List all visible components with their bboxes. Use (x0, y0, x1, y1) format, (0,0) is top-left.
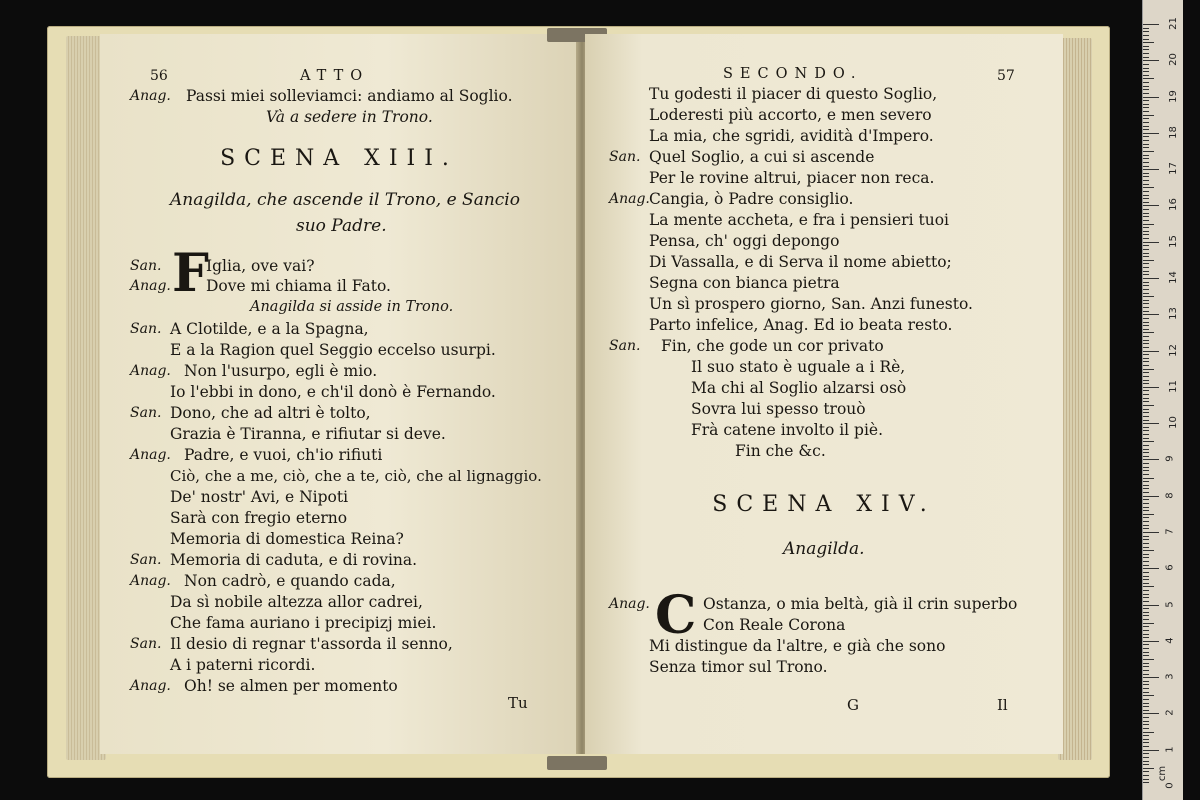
left-page: 56 ATTO Anag. Passi miei solleviamci: andiamo al Soglio. Và a sedere in Trono. SCENA XIII. Anagilda, che ascende il Trono, e Sancio suo Padre. F San. Iglia, ove vai? Anag. Dove mi chiama il Fato. Anagilda si asside in Trono. San. A Clotilde, e a la Spagna, E a la Ragion quel Seggio eccelso usurpi. Anag. Non l'usurpo, egli è mio. Io l'ebbi in dono, e ch'il donò è Fernando. San. Dono, che ad altri è tolto, Grazia è Tiranna, e rifiutar si deve. Anag. Padre, e vuoi, ch'io rifiuti Ciò, che a me, ciò, che a te, ciò, che al lignaggio. De' nostr' Avi, e Nipoti Sarà con fregio eterno Memoria di domestica Reina? San. Memoria di caduta, e di rovina. Anag. Non cadrò, e quando cada, Da sì nobile altezza allor cadrei, Che fama auriano i precipizj miei. San. Il desio di regnar t'assorda il senno, A i paterni ricordi. Anag. Oh! se almen per momento Tu (100, 34, 579, 754)
left-page-number: 56 (150, 68, 168, 84)
ruler-tick (1143, 663, 1149, 664)
ruler-tick (1143, 289, 1149, 290)
ruler-tick (1143, 387, 1159, 388)
ruler-tick (1143, 372, 1149, 373)
ruler-number: 17 (1167, 162, 1179, 176)
ruler-tick (1143, 416, 1149, 417)
ruler-number: 1 (1164, 746, 1176, 753)
ruler-tick (1143, 510, 1149, 511)
ruler-tick (1143, 184, 1149, 185)
ruler-tick (1143, 162, 1149, 163)
ruler-tick (1143, 256, 1149, 257)
ruler-tick (1143, 474, 1149, 475)
ruler-tick (1143, 311, 1149, 312)
ruler-tick (1143, 742, 1149, 743)
ruler-tick (1143, 771, 1149, 772)
ruler-tick (1143, 681, 1149, 682)
ruler-tick (1143, 659, 1154, 660)
ruler-tick (1143, 263, 1149, 264)
ruler-tick (1143, 409, 1149, 410)
ruler-number: 11 (1167, 379, 1179, 393)
ruler-tick (1143, 271, 1149, 272)
ruler-tick (1143, 467, 1149, 468)
scene-desc-1: Anagilda, che ascende il Trono, e Sancio (170, 190, 520, 210)
ruler-tick (1143, 608, 1149, 609)
ruler-tick (1143, 615, 1149, 616)
ruler-number: 21 (1167, 17, 1179, 30)
ruler-number: 14 (1167, 271, 1179, 284)
scene-desc-2: suo Padre. (296, 216, 387, 236)
measurement-ruler (1142, 0, 1183, 800)
ruler-tick (1143, 517, 1149, 518)
ruler-tick (1143, 224, 1154, 225)
ruler-tick (1143, 158, 1149, 159)
ruler-tick (1143, 735, 1149, 736)
right-page-number: 57 (997, 68, 1015, 84)
ruler-tick (1143, 332, 1154, 333)
ruler-unit: cm (1157, 765, 1169, 782)
ruler-tick (1143, 412, 1149, 413)
ruler-tick (1143, 122, 1149, 123)
ruler-tick (1143, 724, 1149, 725)
ruler-tick (1143, 630, 1149, 631)
ruler-tick (1143, 136, 1149, 137)
ruler-number: 3 (1164, 673, 1176, 680)
ruler-tick (1143, 710, 1149, 711)
dropcap-c: C (655, 585, 697, 646)
ruler-tick (1143, 369, 1154, 370)
scene-title-xiv: SCENA XIV. (712, 492, 936, 517)
ruler-tick (1143, 191, 1149, 192)
ruler-tick (1143, 227, 1149, 228)
ruler-tick (1143, 325, 1149, 326)
ruler-tick (1143, 314, 1159, 315)
ruler-tick (1143, 782, 1149, 783)
ruler-tick (1143, 521, 1149, 522)
ruler-tick (1143, 543, 1149, 544)
ruler-number: 7 (1164, 528, 1176, 535)
ruler-tick (1143, 380, 1149, 381)
ruler-tick (1143, 398, 1149, 399)
ruler-tick (1143, 739, 1149, 740)
ruler-tick (1143, 293, 1149, 294)
ruler-tick (1143, 485, 1149, 486)
ruler-tick (1143, 24, 1159, 25)
ruler-tick (1143, 441, 1154, 442)
ruler-tick (1143, 31, 1149, 32)
ruler-tick (1143, 401, 1149, 402)
ruler-tick (1143, 550, 1154, 551)
ruler-number: 8 (1164, 492, 1176, 499)
ruler-tick (1143, 753, 1149, 754)
ruler-tick (1143, 775, 1149, 776)
ruler-tick (1143, 71, 1149, 72)
ruler-tick (1143, 28, 1149, 29)
ruler-tick (1143, 93, 1149, 94)
ruler-tick (1143, 728, 1149, 729)
scene-desc-xiv: Anagilda. (783, 539, 865, 559)
ruler-tick (1143, 626, 1149, 627)
ruler-tick (1143, 394, 1149, 395)
ruler-tick (1143, 78, 1154, 79)
ruler-tick (1143, 202, 1149, 203)
ruler-tick (1143, 427, 1149, 428)
ruler-tick (1143, 118, 1149, 119)
ruler-number: 6 (1164, 564, 1176, 571)
ruler-tick (1143, 53, 1149, 54)
ruler-number: 16 (1167, 198, 1179, 212)
ruler-tick (1143, 688, 1149, 689)
ruler-tick (1143, 195, 1149, 196)
ruler-tick (1143, 423, 1159, 424)
ruler-tick (1143, 655, 1149, 656)
ruler-tick (1143, 242, 1159, 243)
ruler-tick (1143, 133, 1159, 134)
ruler-number: 0 (1164, 782, 1176, 789)
ruler-tick (1143, 198, 1149, 199)
ruler-tick (1143, 478, 1154, 479)
ruler-tick (1143, 554, 1149, 555)
ruler-tick (1143, 336, 1149, 337)
ruler-tick (1143, 42, 1154, 43)
ruler-tick (1143, 296, 1154, 297)
ruler-tick (1143, 238, 1149, 239)
ruler-tick (1143, 684, 1149, 685)
ruler-tick (1143, 470, 1149, 471)
ruler-tick (1143, 420, 1149, 421)
ruler-tick (1143, 216, 1149, 217)
ruler-tick (1143, 768, 1154, 769)
ruler-tick (1143, 557, 1149, 558)
ruler-tick (1143, 648, 1149, 649)
ruler-tick (1143, 249, 1149, 250)
ruler-tick (1143, 434, 1149, 435)
ruler-tick (1143, 499, 1149, 500)
ruler-tick (1143, 169, 1159, 170)
ruler-tick (1143, 528, 1149, 529)
ruler-tick (1143, 623, 1154, 624)
ruler-tick (1143, 757, 1149, 758)
ruler-tick (1143, 612, 1149, 613)
ruler-tick (1143, 111, 1149, 112)
ruler-tick (1143, 358, 1149, 359)
right-running-head: SECONDO. (723, 66, 863, 82)
ruler-tick (1143, 354, 1149, 355)
ruler-tick (1143, 637, 1149, 638)
ruler-tick (1143, 383, 1149, 384)
ruler-tick (1143, 49, 1149, 50)
ruler-tick (1143, 779, 1149, 780)
ruler-tick (1143, 187, 1154, 188)
ruler-tick (1143, 732, 1154, 733)
ruler-tick (1143, 692, 1149, 693)
ruler-tick (1143, 597, 1149, 598)
ruler-tick (1143, 695, 1154, 696)
ruler-tick (1143, 361, 1149, 362)
ruler-number: 4 (1164, 637, 1176, 644)
ruler-tick (1143, 220, 1149, 221)
ruler-tick (1143, 144, 1149, 145)
ruler-tick (1143, 634, 1149, 635)
ruler-tick (1143, 285, 1149, 286)
ruler-tick (1143, 340, 1149, 341)
ruler-number: 12 (1167, 343, 1179, 357)
binding-stitch-bottom (547, 756, 607, 770)
ruler-tick (1143, 60, 1159, 61)
ruler-tick (1143, 322, 1149, 323)
ruler-number: 15 (1167, 234, 1179, 248)
ruler-number: 10 (1167, 416, 1179, 430)
ruler-number: 18 (1167, 125, 1179, 139)
ruler-tick (1143, 82, 1149, 83)
ruler-tick (1143, 761, 1149, 762)
ruler-tick (1143, 104, 1149, 105)
ruler-tick (1143, 452, 1149, 453)
ruler-tick (1143, 496, 1159, 497)
ruler-tick (1143, 107, 1149, 108)
ruler-tick (1143, 151, 1154, 152)
right-page: SECONDO. 57 Tu godesti il piacer di questo Soglio, Loderesti più accorto, e men severo La mia, che sgridi, avidità d'Impero. San. Quel Soglio, a cui si ascende Per le rovine altrui, piacer non reca. Anag. Cangia, ò Padre consiglio. La mente accheta, e fra i pensieri tuoi Pensa, ch' oggi depongo Di Vassalla, e di Serva il nome abietto; Segna con bianca pietra Un sì prospero giorno, San. Anzi funesto. Parto infelice, Anag. Ed io beata resto. San. Fin, che gode un cor privato Il suo stato è uguale a i Rè, Ma chi al Soglio alzarsi osò Sovra lui spesso trouò Frà catene involto il piè. Fin che &c. SCENA XIV. Anagilda. C Anag. Ostanza, o mia beltà, già il crin superbo Con Reale Corona Mi distingue da l'altre, e già che sono Senza timor sul Trono. G Il (585, 34, 1063, 754)
ruler-tick (1143, 253, 1149, 254)
ruler-tick (1143, 115, 1154, 116)
ruler-tick (1143, 492, 1149, 493)
ruler-tick (1143, 703, 1149, 704)
ruler-tick (1143, 525, 1149, 526)
ruler-tick (1143, 594, 1149, 595)
ruler-tick (1143, 231, 1149, 232)
ruler-tick (1143, 438, 1149, 439)
ruler-tick (1143, 75, 1149, 76)
ruler-tick (1143, 180, 1149, 181)
left-running-head: ATTO (300, 68, 370, 84)
ruler-tick (1143, 514, 1154, 515)
ruler-tick (1143, 278, 1159, 279)
right-signature: G (847, 696, 859, 714)
ruler-number: 20 (1167, 53, 1179, 67)
ruler-tick (1143, 68, 1149, 69)
ruler-tick (1143, 706, 1149, 707)
ruler-tick (1143, 586, 1154, 587)
ruler-tick (1143, 274, 1149, 275)
ruler-tick (1143, 579, 1149, 580)
ruler-tick (1143, 459, 1159, 460)
ruler-tick (1143, 147, 1149, 148)
ruler-tick (1143, 307, 1149, 308)
ruler-tick (1143, 619, 1149, 620)
ruler-tick (1143, 583, 1149, 584)
ruler-tick (1143, 764, 1149, 765)
ruler-tick (1143, 572, 1149, 573)
ruler-tick (1143, 86, 1149, 87)
ruler-tick (1143, 746, 1149, 747)
ruler-tick (1143, 140, 1149, 141)
ruler-tick (1143, 46, 1149, 47)
ruler-tick (1143, 488, 1149, 489)
ruler-tick (1143, 449, 1149, 450)
ruler-tick (1143, 390, 1149, 391)
ruler-number: 5 (1164, 600, 1176, 608)
ruler-tick (1143, 674, 1149, 675)
ruler-tick (1143, 503, 1149, 504)
ruler-tick (1143, 445, 1149, 446)
ruler-tick (1143, 173, 1149, 174)
ruler-tick (1143, 343, 1149, 344)
ruler-tick (1143, 652, 1149, 653)
ruler-tick (1143, 260, 1154, 261)
ruler-number: 13 (1167, 307, 1179, 321)
ruler-tick (1143, 677, 1159, 678)
ruler-tick (1143, 209, 1149, 210)
ruler-tick (1143, 234, 1149, 235)
ruler-tick (1143, 605, 1159, 606)
ruler-tick (1143, 590, 1149, 591)
right-catchword: Il (997, 696, 1008, 714)
ruler-tick (1143, 129, 1149, 130)
ruler-tick (1143, 267, 1149, 268)
ruler-tick (1143, 568, 1159, 569)
ruler-tick (1143, 97, 1159, 98)
ruler-tick (1143, 282, 1149, 283)
ruler-tick (1143, 35, 1149, 36)
ruler-tick (1143, 318, 1149, 319)
ruler-tick (1143, 303, 1149, 304)
ruler-tick (1143, 565, 1149, 566)
ruler-tick (1143, 57, 1149, 58)
ruler-tick (1143, 176, 1149, 177)
page-edges-right (1058, 38, 1092, 760)
ruler-tick (1143, 576, 1149, 577)
ruler-number: 9 (1164, 455, 1176, 463)
scene-title-xiii: SCENA XIII. (220, 146, 458, 171)
ruler-tick (1143, 245, 1149, 246)
ruler-tick (1143, 721, 1149, 722)
ruler-tick (1143, 155, 1149, 156)
ruler-number: 2 (1164, 709, 1176, 717)
ruler-tick (1143, 456, 1149, 457)
dropcap-f: F (172, 243, 209, 304)
ruler-tick (1143, 300, 1149, 301)
ruler-tick (1143, 430, 1149, 431)
ruler-tick (1143, 463, 1149, 464)
ruler-tick (1143, 601, 1149, 602)
ruler-tick (1143, 644, 1149, 645)
ruler-tick (1143, 213, 1149, 214)
ruler-tick (1143, 641, 1159, 642)
ruler-tick (1143, 670, 1149, 671)
ruler-tick (1143, 365, 1149, 366)
ruler-tick (1143, 351, 1159, 352)
ruler-tick (1143, 750, 1159, 751)
ruler-number: 19 (1167, 89, 1179, 103)
ruler-tick (1143, 717, 1149, 718)
ruler-tick (1143, 347, 1149, 348)
ruler-tick (1143, 547, 1149, 548)
ruler-tick (1143, 539, 1149, 540)
ruler-tick (1143, 205, 1159, 206)
ruler-tick (1143, 507, 1149, 508)
ruler-tick (1143, 100, 1149, 101)
ruler-tick (1143, 64, 1149, 65)
ruler-tick (1143, 713, 1159, 714)
ruler-tick (1143, 39, 1149, 40)
left-catchword: Tu (508, 694, 528, 712)
ruler-tick (1143, 405, 1154, 406)
ruler-tick (1143, 481, 1149, 482)
ruler-tick (1143, 532, 1159, 533)
ruler-tick (1143, 89, 1149, 90)
ruler-tick (1143, 666, 1149, 667)
ruler-tick (1143, 166, 1149, 167)
ruler-tick (1143, 699, 1149, 700)
ruler-tick (1143, 536, 1149, 537)
ruler-tick (1143, 329, 1149, 330)
ruler-tick (1143, 126, 1149, 127)
ruler-tick (1143, 376, 1149, 377)
ruler-tick (1143, 561, 1149, 562)
